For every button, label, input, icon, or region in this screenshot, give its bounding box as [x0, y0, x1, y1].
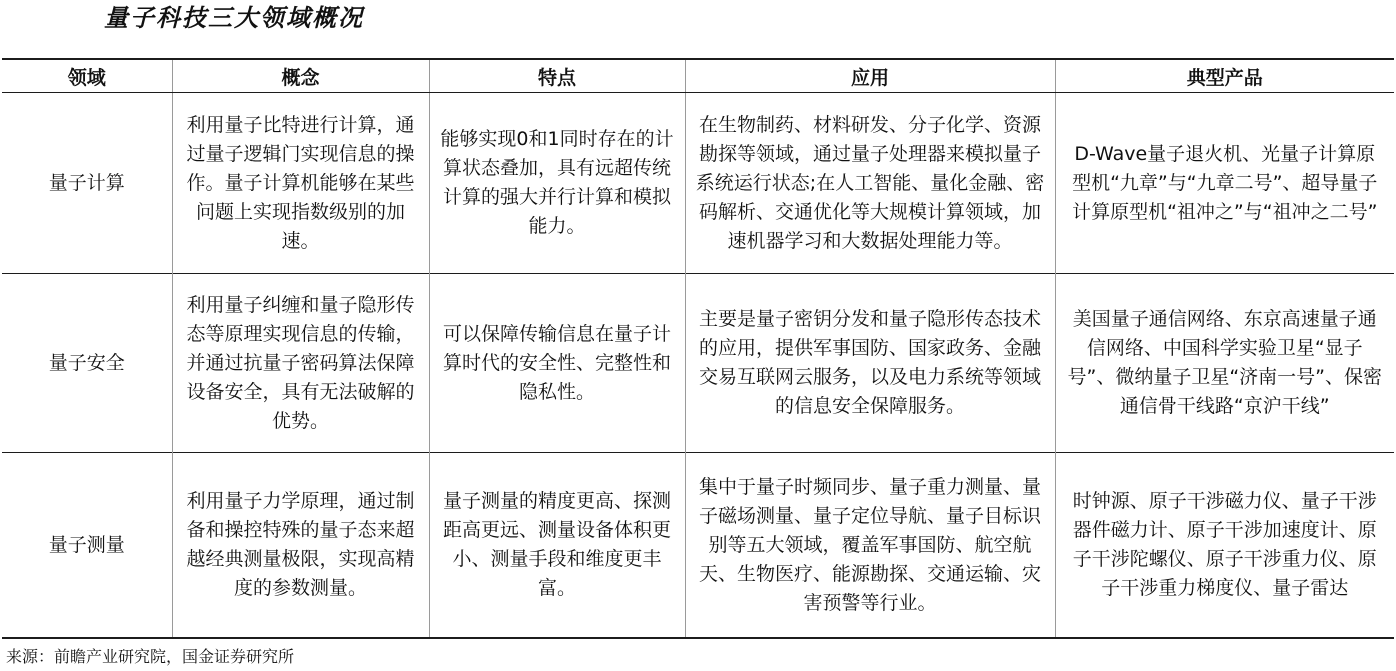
header-feature: 特点: [429, 59, 685, 93]
application-cell: 在生物制药、材料研发、分子化学、资源勘探等领域，通过量子处理器来模拟量子系统运行状态;在人工智能、量化金融、密码解析、交通优化等大规模计算领域，加速机器学习和大数据处理能力等。: [685, 93, 1055, 274]
source-note: 来源：前瞻产业研究院，国金证券研究所: [6, 647, 295, 666]
page-title: 量子科技三大领域概况: [104, 4, 364, 32]
overview-table: [2, 58, 1394, 639]
feature-cell: 能够实现0和1同时存在的计算状态叠加，具有远超传统计算的强大并行计算和模拟能力。: [429, 93, 685, 274]
products-cell: 美国量子通信网络、东京高速量子通信网络、中国科学实验卫星“显子号”、微纳量子卫星“济南一号”、保密通信骨干线路“京沪干线”: [1055, 274, 1394, 453]
field-cell: 量子安全: [2, 274, 172, 453]
concept-cell: 利用量子纠缠和量子隐形传态等原理实现信息的传输，并通过抗量子密码算法保障设备安全，具有无法破解的优势。: [172, 274, 429, 453]
products-cell: D-Wave量子退火机、光量子计算原型机“九章”与“九章二号”、超导量子计算原型机“祖冲之”与“祖冲之二号”: [1055, 93, 1394, 274]
header-concept: 概念: [172, 59, 429, 93]
concept-cell: 利用量子力学原理，通过制备和操控特殊的量子态来超越经典测量极限，实现高精度的参数测量。: [172, 453, 429, 639]
header-application: 应用: [685, 59, 1055, 93]
concept-cell: 利用量子比特进行计算，通过量子逻辑门实现信息的操作。量子计算机能够在某些问题上实现指数级别的加速。: [172, 93, 429, 274]
table-row: [2, 93, 1394, 274]
application-cell: 主要是量子密钥分发和量子隐形传态技术的应用，提供军事国防、国家政务、金融交易互联网云服务，以及电力系统等领域的信息安全保障服务。: [685, 274, 1055, 453]
application-cell: 集中于量子时频同步、量子重力测量、量子磁场测量、量子定位导航、量子目标识别等五大领域，覆盖军事国防、航空航天、生物医疗、能源勘探、交通运输、灾害预警等行业。: [685, 453, 1055, 639]
products-cell: 时钟源、原子干涉磁力仪、量子干涉器件磁力计、原子干涉加速度计、原子干涉陀螺仪、原子干涉重力仪、原子干涉重力梯度仪、量子雷达: [1055, 453, 1394, 639]
table-row: [2, 453, 1394, 639]
table-row: [2, 274, 1394, 453]
feature-cell: 可以保障传输信息在量子计算时代的安全性、完整性和隐私性。: [429, 274, 685, 453]
feature-cell: 量子测量的精度更高、探测距高更远、测量设备体积更小、测量手段和维度更丰富。: [429, 453, 685, 639]
field-cell: 量子测量: [2, 453, 172, 639]
header-row: [2, 59, 1394, 93]
field-cell: 量子计算: [48, 171, 125, 194]
header-field: 领域: [2, 59, 172, 93]
header-products: 典型产品: [1055, 59, 1394, 93]
